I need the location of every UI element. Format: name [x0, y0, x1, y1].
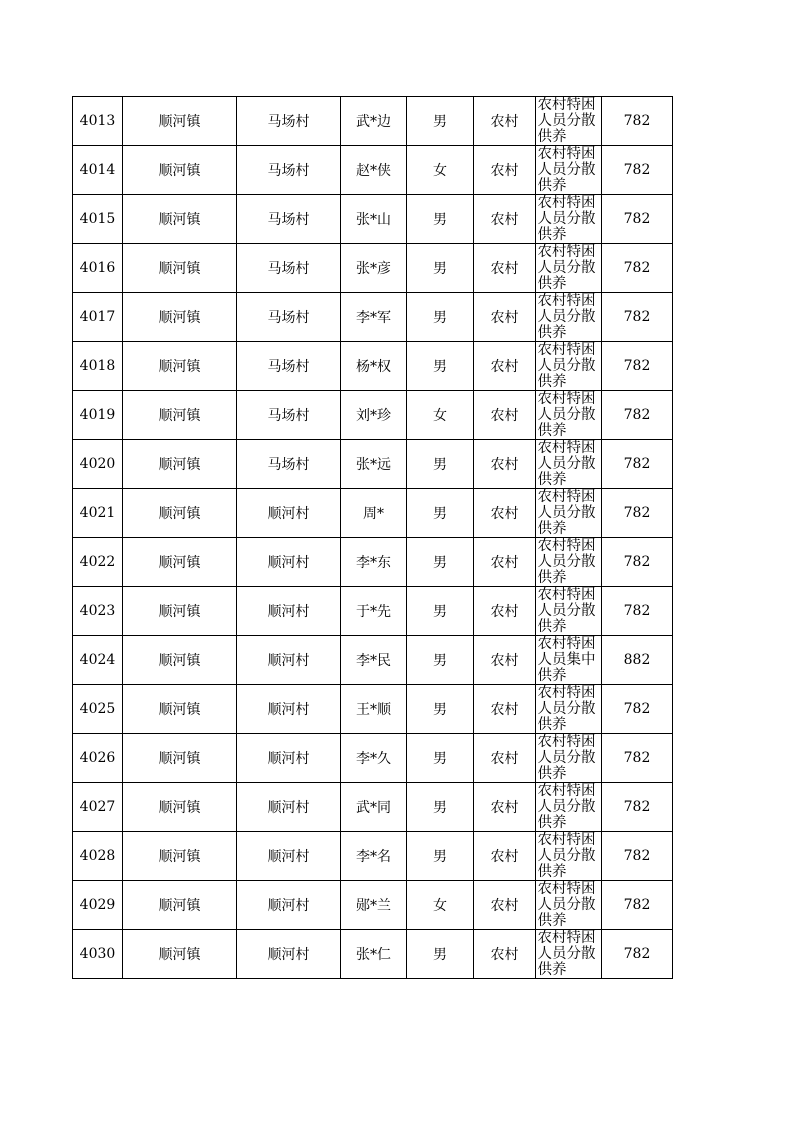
table-row [73, 146, 673, 195]
cell-village: 马场村 [237, 146, 341, 195]
cell-id: 4015 [73, 195, 123, 244]
cell-village: 马场村 [237, 195, 341, 244]
cell-name: 杨*权 [341, 342, 407, 391]
cell-town: 顺河镇 [123, 146, 237, 195]
cell-name: 武*边 [341, 97, 407, 146]
cell-id: 4030 [73, 930, 123, 979]
cell-town: 顺河镇 [123, 587, 237, 636]
cell-town: 顺河镇 [123, 538, 237, 587]
cell-village: 马场村 [237, 391, 341, 440]
cell-town: 顺河镇 [123, 391, 237, 440]
cell-gender: 男 [407, 244, 474, 293]
cell-name: 武*同 [341, 783, 407, 832]
cell-name: 张*彦 [341, 244, 407, 293]
cell-id: 4027 [73, 783, 123, 832]
cell-name: 于*先 [341, 587, 407, 636]
cell-amount: 782 [602, 832, 673, 881]
cell-gender: 男 [407, 489, 474, 538]
category-text: 农村特困人员分散供养 [537, 881, 596, 929]
cell-name: 郧*兰 [341, 881, 407, 930]
table-row [73, 636, 673, 685]
table-row [73, 881, 673, 930]
cell-gender: 男 [407, 97, 474, 146]
cell-area: 农村 [474, 195, 536, 244]
records-table [72, 96, 673, 979]
cell-gender: 女 [407, 146, 474, 195]
cell-category [536, 293, 602, 342]
cell-name: 周* [341, 489, 407, 538]
cell-village: 顺河村 [237, 489, 341, 538]
cell-gender: 男 [407, 293, 474, 342]
cell-id: 4026 [73, 734, 123, 783]
cell-amount: 782 [602, 734, 673, 783]
cell-amount: 782 [602, 881, 673, 930]
cell-town: 顺河镇 [123, 783, 237, 832]
cell-id: 4020 [73, 440, 123, 489]
cell-area: 农村 [474, 146, 536, 195]
cell-village: 顺河村 [237, 783, 341, 832]
category-text: 农村特困人员分散供养 [537, 195, 596, 243]
cell-town: 顺河镇 [123, 293, 237, 342]
cell-category [536, 783, 602, 832]
cell-town: 顺河镇 [123, 97, 237, 146]
category-text: 农村特困人员分散供养 [537, 489, 596, 537]
cell-amount: 782 [602, 293, 673, 342]
cell-amount: 782 [602, 783, 673, 832]
category-text: 农村特困人员集中供养 [537, 636, 596, 684]
table-row [73, 195, 673, 244]
cell-name: 张*山 [341, 195, 407, 244]
cell-area: 农村 [474, 293, 536, 342]
cell-name: 李*名 [341, 832, 407, 881]
cell-id: 4016 [73, 244, 123, 293]
cell-amount: 782 [602, 342, 673, 391]
category-text: 农村特困人员分散供养 [537, 783, 596, 831]
cell-gender: 男 [407, 587, 474, 636]
cell-area: 农村 [474, 832, 536, 881]
cell-id: 4014 [73, 146, 123, 195]
cell-gender: 男 [407, 783, 474, 832]
cell-amount: 782 [602, 146, 673, 195]
table-row [73, 489, 673, 538]
cell-category [536, 538, 602, 587]
cell-id: 4028 [73, 832, 123, 881]
cell-area: 农村 [474, 930, 536, 979]
cell-gender: 男 [407, 734, 474, 783]
cell-name: 刘*珍 [341, 391, 407, 440]
table-row [73, 685, 673, 734]
cell-village: 马场村 [237, 97, 341, 146]
cell-id: 4013 [73, 97, 123, 146]
cell-area: 农村 [474, 391, 536, 440]
cell-town: 顺河镇 [123, 734, 237, 783]
cell-town: 顺河镇 [123, 832, 237, 881]
cell-amount: 782 [602, 489, 673, 538]
cell-category [536, 685, 602, 734]
cell-village: 顺河村 [237, 636, 341, 685]
cell-category [536, 195, 602, 244]
table-row [73, 930, 673, 979]
cell-area: 农村 [474, 685, 536, 734]
category-text: 农村特困人员分散供养 [537, 832, 596, 880]
cell-town: 顺河镇 [123, 440, 237, 489]
cell-gender: 男 [407, 685, 474, 734]
table-row [73, 783, 673, 832]
cell-amount: 782 [602, 244, 673, 293]
cell-amount: 782 [602, 685, 673, 734]
cell-id: 4019 [73, 391, 123, 440]
cell-name: 张*远 [341, 440, 407, 489]
cell-amount: 782 [602, 195, 673, 244]
category-text: 农村特困人员分散供养 [537, 587, 596, 635]
cell-town: 顺河镇 [123, 244, 237, 293]
table-row [73, 391, 673, 440]
cell-amount: 782 [602, 391, 673, 440]
cell-amount: 782 [602, 587, 673, 636]
category-text: 农村特困人员分散供养 [537, 538, 596, 586]
cell-village: 马场村 [237, 244, 341, 293]
cell-village: 顺河村 [237, 587, 341, 636]
cell-category [536, 636, 602, 685]
cell-category [536, 342, 602, 391]
cell-area: 农村 [474, 783, 536, 832]
cell-area: 农村 [474, 881, 536, 930]
cell-id: 4017 [73, 293, 123, 342]
table-row [73, 293, 673, 342]
cell-area: 农村 [474, 97, 536, 146]
cell-village: 马场村 [237, 440, 341, 489]
cell-gender: 女 [407, 391, 474, 440]
cell-id: 4022 [73, 538, 123, 587]
cell-town: 顺河镇 [123, 685, 237, 734]
cell-village: 顺河村 [237, 538, 341, 587]
table-body [73, 97, 673, 979]
cell-area: 农村 [474, 636, 536, 685]
cell-amount: 782 [602, 440, 673, 489]
cell-name: 张*仁 [341, 930, 407, 979]
cell-gender: 男 [407, 195, 474, 244]
cell-town: 顺河镇 [123, 930, 237, 979]
cell-id: 4025 [73, 685, 123, 734]
cell-amount: 782 [602, 930, 673, 979]
cell-village: 顺河村 [237, 832, 341, 881]
cell-name: 李*民 [341, 636, 407, 685]
cell-town: 顺河镇 [123, 342, 237, 391]
cell-id: 4021 [73, 489, 123, 538]
category-text: 农村特困人员分散供养 [537, 391, 596, 439]
cell-area: 农村 [474, 342, 536, 391]
table-row [73, 440, 673, 489]
cell-name: 李*军 [341, 293, 407, 342]
cell-category [536, 440, 602, 489]
category-text: 农村特困人员分散供养 [537, 97, 596, 145]
table-row [73, 97, 673, 146]
category-text: 农村特困人员分散供养 [537, 293, 596, 341]
cell-category [536, 391, 602, 440]
cell-village: 顺河村 [237, 734, 341, 783]
category-text: 农村特困人员分散供养 [537, 146, 596, 194]
cell-gender: 女 [407, 881, 474, 930]
cell-area: 农村 [474, 734, 536, 783]
cell-village: 顺河村 [237, 685, 341, 734]
cell-village: 马场村 [237, 293, 341, 342]
cell-category [536, 734, 602, 783]
cell-area: 农村 [474, 489, 536, 538]
cell-town: 顺河镇 [123, 881, 237, 930]
category-text: 农村特困人员分散供养 [537, 440, 596, 488]
cell-village: 马场村 [237, 342, 341, 391]
cell-category [536, 489, 602, 538]
cell-amount: 782 [602, 97, 673, 146]
cell-area: 农村 [474, 440, 536, 489]
cell-id: 4023 [73, 587, 123, 636]
cell-village: 顺河村 [237, 930, 341, 979]
cell-area: 农村 [474, 587, 536, 636]
cell-amount: 882 [602, 636, 673, 685]
cell-category [536, 881, 602, 930]
cell-category [536, 832, 602, 881]
category-text: 农村特困人员分散供养 [537, 930, 596, 978]
cell-name: 李*东 [341, 538, 407, 587]
cell-town: 顺河镇 [123, 636, 237, 685]
cell-amount: 782 [602, 538, 673, 587]
cell-category [536, 97, 602, 146]
cell-gender: 男 [407, 440, 474, 489]
cell-category [536, 244, 602, 293]
category-text: 农村特困人员分散供养 [537, 342, 596, 390]
table-row [73, 734, 673, 783]
table-row [73, 832, 673, 881]
cell-area: 农村 [474, 538, 536, 587]
cell-gender: 男 [407, 832, 474, 881]
cell-gender: 男 [407, 342, 474, 391]
cell-name: 王*顺 [341, 685, 407, 734]
category-text: 农村特困人员分散供养 [537, 685, 596, 733]
cell-gender: 男 [407, 538, 474, 587]
table-row [73, 587, 673, 636]
cell-gender: 男 [407, 636, 474, 685]
cell-id: 4018 [73, 342, 123, 391]
cell-name: 赵*侠 [341, 146, 407, 195]
cell-category [536, 587, 602, 636]
cell-category [536, 930, 602, 979]
cell-category [536, 146, 602, 195]
category-text: 农村特困人员分散供养 [537, 734, 596, 782]
cell-village: 顺河村 [237, 881, 341, 930]
table-row [73, 244, 673, 293]
cell-town: 顺河镇 [123, 195, 237, 244]
table-row [73, 538, 673, 587]
cell-id: 4024 [73, 636, 123, 685]
cell-area: 农村 [474, 244, 536, 293]
table-row [73, 342, 673, 391]
category-text: 农村特困人员分散供养 [537, 244, 596, 292]
cell-town: 顺河镇 [123, 489, 237, 538]
cell-name: 李*久 [341, 734, 407, 783]
cell-gender: 男 [407, 930, 474, 979]
cell-id: 4029 [73, 881, 123, 930]
